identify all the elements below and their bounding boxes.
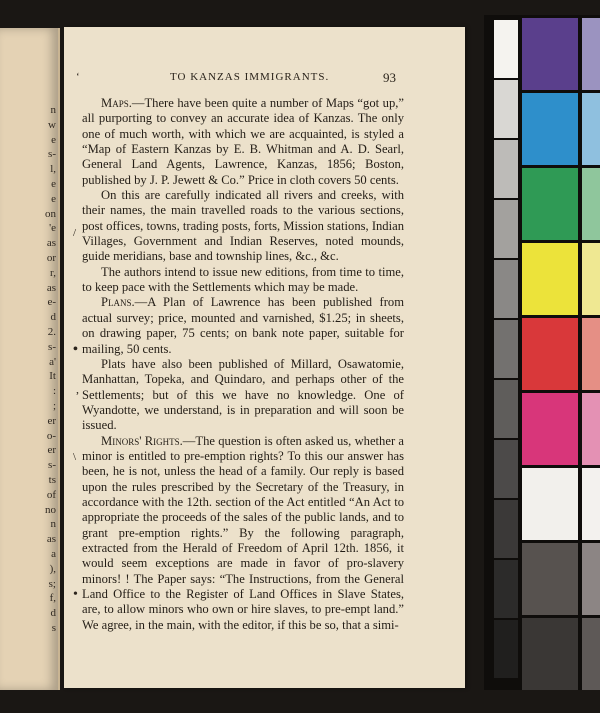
previous-page-fragment: : — [52, 385, 56, 398]
previous-page-fragment: or — [46, 252, 56, 264]
previous-page-fragment: r, — [50, 266, 56, 279]
previous-page-fragment: l, — [50, 163, 56, 176]
color-patch-light — [582, 543, 600, 615]
gray-patch — [494, 320, 518, 378]
previous-page-fragment: It — [49, 370, 56, 383]
paragraph — [82, 265, 404, 296]
paragraph-text: The authors intend to issue new editions, from time to time, to keep pace with the Settlements which may be made. — [82, 264, 404, 295]
previous-page-fragment: w — [48, 118, 56, 131]
gray-patch — [494, 260, 518, 318]
paragraph — [82, 188, 404, 265]
book-page — [64, 27, 465, 688]
margin-mark: • — [73, 587, 78, 602]
paragraph — [82, 434, 404, 633]
previous-page-fragment: as — [46, 281, 56, 294]
color-patch-light — [582, 18, 600, 90]
previous-page-fragment: as — [46, 533, 56, 546]
previous-page-fragment: ; — [52, 400, 56, 412]
previous-page-fragment: s- — [48, 148, 56, 161]
margin-mark: , — [76, 382, 79, 396]
previous-page-fragment: s- — [48, 459, 56, 472]
paragraph-text: —A Plan of Lawrence has been published from actual survey; price, mounted and varnished, $1.25; in sheets, on drawing paper, 75 cents; on bank note paper, suitable for mailing, 50 cents. — [82, 295, 404, 356]
margin-mark: / — [73, 227, 77, 239]
margin-mark: \ — [73, 451, 77, 463]
margin-mark: • — [73, 342, 78, 357]
color-patch-light — [582, 468, 600, 540]
gray-patch — [494, 440, 518, 498]
previous-page-fragment: n — [50, 518, 56, 531]
previous-page-fragment: no — [45, 503, 56, 516]
previous-page-fragment: s — [51, 622, 56, 634]
color-patch — [522, 18, 578, 90]
page-number: 93 — [383, 70, 396, 85]
previous-page-fragment: o- — [46, 429, 56, 442]
previous-page-fragment: a — [51, 548, 56, 560]
previous-page-fragment: a' — [49, 355, 56, 368]
previous-page-fragment: on — [45, 207, 56, 220]
previous-page-fragment: e- — [47, 296, 56, 309]
previous-page-fragment: e — [51, 192, 56, 205]
running-head-title: TO KANZAS IMMIGRANTS. — [170, 71, 330, 83]
color-patch — [522, 168, 578, 240]
previous-page-fragment: 2. — [47, 326, 56, 338]
color-patch-light — [582, 393, 600, 465]
previous-page-fragment: s- — [48, 340, 56, 353]
previous-page-fragment: as — [46, 237, 56, 250]
gray-patch — [494, 560, 518, 618]
previous-page-edge — [0, 28, 60, 690]
gray-patch — [494, 620, 518, 678]
color-patch — [522, 393, 578, 465]
gray-patch — [494, 80, 518, 138]
previous-page-fragment: d — [50, 607, 56, 620]
previous-page-text-fragments — [0, 28, 58, 690]
gray-patch — [494, 200, 518, 258]
color-patch-light — [582, 318, 600, 390]
gray-patch — [494, 500, 518, 558]
color-patch-light — [582, 93, 600, 165]
previous-page-fragment: of — [46, 488, 56, 501]
color-patch — [522, 468, 578, 540]
previous-page-fragment: ), — [49, 562, 56, 575]
color-patch — [522, 543, 578, 615]
paragraph — [82, 96, 404, 188]
previous-page-fragment: n — [50, 104, 56, 116]
previous-page-fragment: er — [47, 444, 56, 457]
color-patch — [522, 618, 578, 690]
previous-page-fragment: f, — [49, 592, 56, 605]
gray-patch — [494, 140, 518, 198]
previous-page-fragment: d — [50, 311, 56, 324]
previous-page-fragment: er — [47, 414, 56, 427]
previous-page-fragment: ts — [48, 474, 56, 486]
color-patch-light — [582, 168, 600, 240]
paragraph — [82, 357, 404, 434]
color-patch-light — [582, 618, 600, 690]
section-heading: Minors' Rights. — [101, 433, 183, 448]
page-body — [82, 96, 404, 633]
page-mark: ‘ — [76, 71, 81, 83]
section-heading: Plans. — [101, 295, 135, 310]
previous-page-fragment: s; — [48, 577, 56, 590]
paragraph-text: —The question is often asked us, whether a minor is entitled to pre-emption rights? To this our answer has been, he is not, unless the head of a family. Our reply is based upon the rules prescribed by the Secretary of the Treasury, in accordance with the 12th. section of the Act entitled “An Act to appropriate the proceeds of the sales of the public lands, and to grant pre-emption rights.” By the following paragraph, extracted from the Herald of Freedom of April 12th. 1856, it would seem exceptions are made in favor of pro-slavery minors! ! The Paper says: “The Instructions, from the General Land Office to the Register of Land Offices in Slave States, are, to allow minors who own or hire slaves, to pre-empt land.” We agree, in the main, with the editor, if this be so, that a simi- — [82, 433, 404, 632]
section-heading: Maps. — [101, 96, 132, 110]
gray-patch — [494, 20, 518, 78]
paragraph — [82, 295, 404, 356]
paragraph-text: —There have been quite a number of Maps “got up,” all purporting to convey an accurate idea of Kanzas. The only one of much worth, with which we are acquainted, is styled a “Map of Eastern Kanzas by E. B. Whitman and A. D. Searl, General Land Agents, Lawrence, Kanzas, 1856; Boston, published by J. P. Jewett & Co.” Price in cloth covers 50 cents. — [82, 96, 404, 187]
previous-page-fragment: e — [51, 178, 56, 190]
paragraph-text: On this are carefully indicated all rivers and creeks, with their names, the main travelled roads to the various sections, post offices, towns, trading posts, forts, Mission stations, Indian Villages, Government and Indian Reserves, noted mounds, guide meridians, base and township lines, &c., &c. — [82, 188, 404, 264]
previous-page-fragment: 'e — [49, 222, 56, 235]
color-patch — [522, 93, 578, 165]
color-patch — [522, 318, 578, 390]
color-patch-light — [582, 243, 600, 315]
color-patch — [522, 243, 578, 315]
previous-page-fragment: e — [51, 133, 56, 146]
paragraph-text: Plats have also been published of Millard, Osawatomie, Manhattan, Topeka, and Quindaro, and perhaps other of the Settlements; but of this we have no knowledge. One of Wyandotte, we understand, is in preparation and will soon be issued. — [82, 356, 404, 433]
gray-patch — [494, 380, 518, 438]
